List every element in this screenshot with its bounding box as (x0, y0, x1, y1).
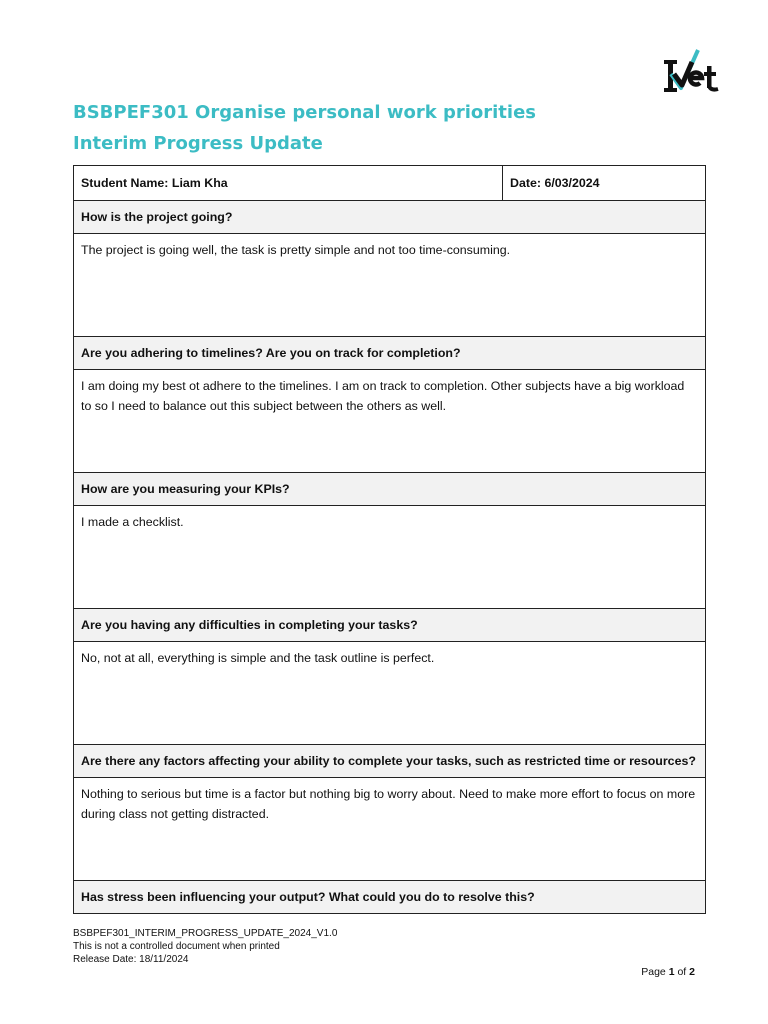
answer-row (74, 778, 706, 881)
answer-row (74, 370, 706, 473)
student-name-label: Student Name: (81, 176, 169, 190)
question-factors: Are there any factors affecting your ability to complete your tasks, such as restricted time or resources? (74, 745, 706, 778)
page-current: 1 (668, 966, 675, 978)
footer-notice: This is not a controlled document when printed (73, 941, 280, 952)
answer-difficulties[interactable]: No, not at all, everything is simple and the task outline is perfect. (74, 642, 706, 745)
question-timelines: Are you adhering to timelines? Are you on track for completion? (74, 337, 706, 370)
progress-form (73, 165, 706, 914)
ivet-logo-mark (662, 48, 726, 94)
answer-kpis[interactable]: I made a checklist. (74, 506, 706, 609)
question-row (74, 881, 706, 914)
footer-doc-code: BSBPEF301_INTERIM_PROGRESS_UPDATE_2024_V1.0 (73, 928, 338, 939)
question-row (74, 473, 706, 506)
answer-row (74, 234, 706, 337)
document-subtitle: Interim Progress Update (73, 133, 323, 154)
date-value: 6/03/2024 (544, 176, 600, 190)
student-info-row (74, 166, 706, 201)
date-cell (503, 166, 706, 201)
page-number (641, 966, 695, 978)
question-project-going: How is the project going? (74, 201, 706, 234)
question-difficulties: Are you having any difficulties in completing your tasks? (74, 609, 706, 642)
footer-release-date: Release Date: 18/11/2024 (73, 954, 189, 965)
question-row (74, 337, 706, 370)
answer-timelines[interactable]: I am doing my best ot adhere to the timelines. I am on track to completion. Other subjects have a big workload to so I need to balance out this subject between the others as well. (74, 370, 706, 473)
student-name-value: Liam Kha (171, 176, 228, 190)
answer-project-going[interactable]: The project is going well, the task is pretty simple and not too time-consuming. (74, 234, 706, 337)
page-prefix: Page (641, 966, 666, 978)
student-name-cell (74, 166, 503, 201)
document-footer (73, 927, 337, 966)
page-of: of (677, 966, 687, 978)
question-row (74, 609, 706, 642)
document-title: BSBPEF301 Organise personal work priorities (73, 102, 537, 123)
answer-factors[interactable]: Nothing to serious but time is a factor but nothing big to worry about. Need to make more effort to focus on more during class not getting distracted. (74, 778, 706, 881)
date-label: Date: (510, 176, 541, 190)
question-stress: Has stress been influencing your output? What could you do to resolve this? (74, 881, 706, 914)
answer-row (74, 642, 706, 745)
question-row (74, 201, 706, 234)
question-kpis: How are you measuring your KPIs? (74, 473, 706, 506)
page-total: 2 (689, 966, 695, 978)
answer-row (74, 506, 706, 609)
question-row (74, 745, 706, 778)
ivet-logo (662, 48, 726, 94)
